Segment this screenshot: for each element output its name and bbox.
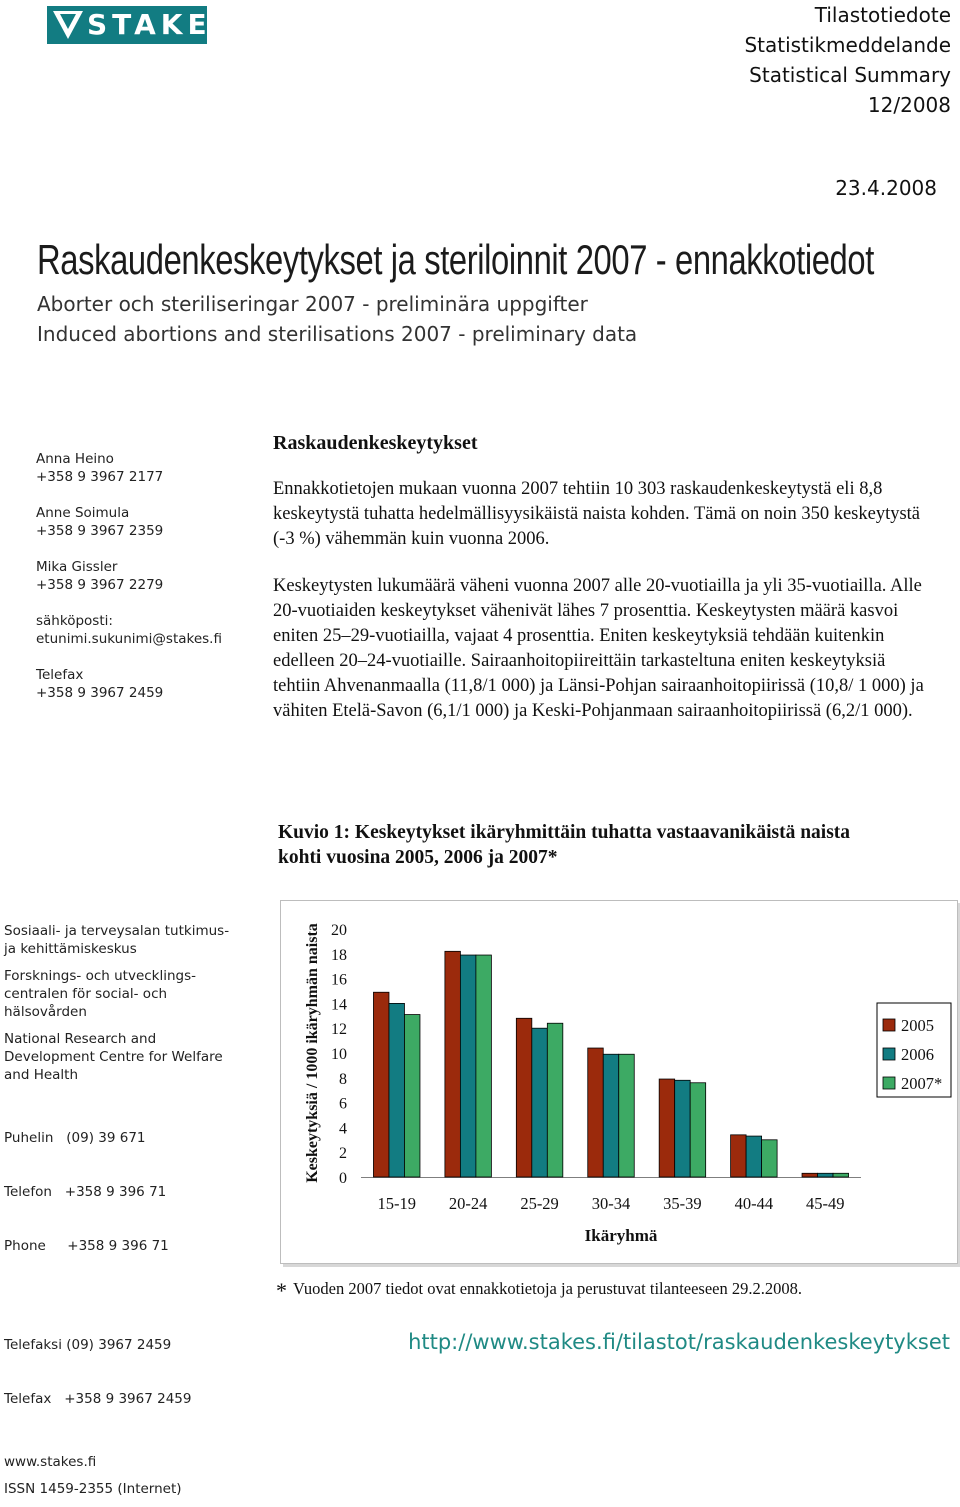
- bar: [389, 1003, 405, 1177]
- org-line: Sosiaali- ja terveysalan tutkimus-: [4, 923, 230, 939]
- bar-chart: [281, 901, 957, 1263]
- contact-phone: +358 9 3967 2359: [36, 523, 164, 539]
- x-tick-label: 35-39: [663, 1194, 702, 1213]
- contact-item: [36, 558, 256, 594]
- bar: [532, 1028, 548, 1177]
- contact-fax: +358 9 3967 2459: [36, 685, 164, 701]
- org-name-swedish: [4, 967, 254, 1021]
- y-tick-label: 12: [331, 1021, 347, 1039]
- y-tick-label: 20: [331, 922, 347, 939]
- chart-container: [280, 900, 958, 1264]
- paragraph: Ennakkotietojen mukaan vuonna 2007 tehtiin 10 303 raskaudenkeskeytystä eli 8,8 keskeytystä tuhatta hedelmällisyysikäistä naista kohden. Tämä on noin 350 keskeytystä (-3 %) vähemmän kuin vuonna 2006.: [273, 479, 921, 549]
- legend-label: 2007*: [901, 1074, 943, 1093]
- org-fax-line: Telefax +358 9 3967 2459: [4, 1391, 192, 1407]
- contact-list: [36, 450, 256, 720]
- contact-phone: +358 9 3967 2177: [36, 469, 164, 485]
- legend-label: 2006: [901, 1045, 934, 1064]
- bar: [659, 1079, 675, 1177]
- footnote-text: Vuoden 2007 tiedot ovat ennakkotietoja ja perustuvat tilanteeseen 29.2.2008.: [293, 1279, 803, 1298]
- bar: [833, 1173, 849, 1177]
- contact-phone: +358 9 3967 2279: [36, 577, 164, 593]
- contact-item: [36, 666, 256, 702]
- bar: [404, 1015, 420, 1177]
- logo-text: STAKES: [87, 8, 237, 41]
- x-tick-label: 45-49: [806, 1194, 845, 1213]
- y-tick-label: 14: [331, 996, 347, 1014]
- org-line: Forsknings- och utvecklings-: [4, 968, 197, 984]
- contact-item: [36, 504, 256, 540]
- footnote: [276, 1278, 802, 1304]
- org-line: centralen för social- och: [4, 986, 168, 1002]
- y-tick-label: 0: [339, 1170, 347, 1187]
- org-name-finnish: [4, 922, 254, 958]
- y-tick-label: 10: [331, 1046, 347, 1063]
- page-title: Raskaudenkeskeytykset ja steriloinnit 2007 - ennakkotiedot: [37, 236, 874, 283]
- bar: [762, 1140, 778, 1177]
- bar: [460, 955, 476, 1177]
- header-line: Statistikmeddelande: [744, 33, 951, 57]
- contact-name: Mika Gissler: [36, 559, 118, 575]
- bar: [746, 1136, 762, 1177]
- figure-caption: [278, 820, 938, 870]
- publication-header: [744, 0, 951, 120]
- bar: [818, 1173, 834, 1177]
- legend-label: 2005: [901, 1016, 934, 1035]
- bar: [675, 1080, 691, 1177]
- y-tick-label: 4: [339, 1120, 347, 1138]
- section-heading: Raskaudenkeskeytykset: [273, 432, 478, 454]
- bar: [445, 951, 461, 1177]
- x-tick-label: 15-19: [377, 1194, 416, 1213]
- contact-item: [36, 450, 256, 486]
- y-tick-label: 18: [331, 946, 347, 964]
- bar: [588, 1048, 604, 1177]
- org-line: and Health: [4, 1067, 79, 1083]
- x-tick-label: 20-24: [448, 1194, 488, 1213]
- header-line: Tilastotiedote: [814, 3, 951, 27]
- bar: [373, 992, 389, 1177]
- figure-caption-line: kohti vuosina 2005, 2006 ja 2007*: [278, 847, 558, 868]
- figure-caption-line: Kuvio 1: Keskeytykset ikäryhmittäin tuhatta vastaavanikäistä naista: [278, 822, 851, 843]
- contact-fax-label: Telefax: [36, 667, 84, 683]
- org-name-english: [4, 1030, 254, 1084]
- y-tick-label: 6: [339, 1095, 347, 1113]
- bar: [516, 1018, 532, 1177]
- statistics-url-link[interactable]: http://www.stakes.fi/tilastot/raskaudenkeskeytykset: [408, 1330, 950, 1354]
- header-issue: 12/2008: [867, 93, 951, 117]
- org-line: National Research and: [4, 1031, 157, 1047]
- org-website[interactable]: www.stakes.fi: [4, 1454, 97, 1470]
- legend-swatch: [883, 1019, 895, 1031]
- legend-swatch: [883, 1048, 895, 1060]
- contact-item: [36, 612, 256, 648]
- org-line: ja kehittämiskeskus: [4, 941, 137, 957]
- contact-email-label: sähköposti:: [36, 613, 113, 629]
- contact-name: Anne Soimula: [36, 505, 130, 521]
- legend-swatch: [883, 1077, 895, 1089]
- y-tick-label: 2: [339, 1145, 347, 1163]
- bar: [619, 1054, 635, 1177]
- x-tick-label: 30-34: [591, 1194, 631, 1213]
- org-fax-line: Telefaksi (09) 3967 2459: [4, 1337, 172, 1353]
- y-axis-title: Keskeytyksiä / 1000 ikäryhmän naista: [304, 923, 321, 1183]
- logo-mark-icon: [53, 11, 83, 39]
- org-line: Development Centre for Welfare: [4, 1049, 223, 1065]
- contact-name: Anna Heino: [36, 451, 114, 467]
- main-article: [273, 432, 933, 724]
- bar: [690, 1083, 706, 1177]
- subtitle-english: Induced abortions and sterilisations 2007 - preliminary data: [37, 322, 638, 346]
- org-line: hälsovården: [4, 1004, 87, 1020]
- org-phone: Puhelin (09) 39 671: [4, 1130, 146, 1146]
- org-issn: ISSN 1459-2355 (Internet): [4, 1481, 182, 1497]
- x-tick-label: 25-29: [520, 1194, 559, 1213]
- org-phone: Telefon +358 9 396 71: [4, 1184, 167, 1200]
- bar: [547, 1023, 563, 1177]
- paragraph: Keskeytysten lukumäärä väheni vuonna 2007 alle 20-vuotiailla ja yli 35-vuotiailla. Alle 20-vuotiaiden keskeytykset vähenivät lähes 7 prosenttia. Keskeytysten määrä kasvoi eniten 25–29-vuotiailla, vajaat 4 prosenttia. Eniten keskeytyksiä tehdään kuitenkin edelleen 20–24-vuotiaille. Sairaanhoitopiireittäin tarkasteltuna eniten keskeytyksiä tehtiin Ahvenanmaalla (11,8/1 000) ja Länsi-Pohjan sairaanhoitopiirissä (10,8/ 1 000) ja vähiten Etelä-Savon (6,1/1 000) ja Keski-Pohjanmaan sairaanhoitopiirissä (6,2/1 000).: [273, 576, 924, 721]
- y-tick-label: 8: [339, 1070, 347, 1088]
- org-phone: Phone +358 9 396 71: [4, 1238, 169, 1254]
- y-tick-label: 16: [331, 971, 347, 989]
- x-tick-label: 40-44: [734, 1194, 774, 1213]
- org-phones: [4, 1093, 254, 1291]
- footnote-marker: *: [276, 1278, 287, 1303]
- bar: [476, 955, 492, 1177]
- stakes-logo: [47, 6, 237, 44]
- bar: [802, 1173, 818, 1177]
- org-fax: [4, 1300, 254, 1444]
- publication-date: 23.4.2008: [835, 176, 937, 200]
- organisation-info: [4, 922, 254, 1507]
- x-axis-title: Ikäryhmä: [584, 1226, 658, 1245]
- bar: [731, 1135, 747, 1177]
- subtitle-swedish: Aborter och steriliseringar 2007 - preliminära uppgifter: [37, 292, 588, 316]
- contact-email: etunimi.sukunimi@stakes.fi: [36, 631, 222, 647]
- header-line: Statistical Summary: [749, 63, 951, 87]
- bar: [603, 1054, 619, 1177]
